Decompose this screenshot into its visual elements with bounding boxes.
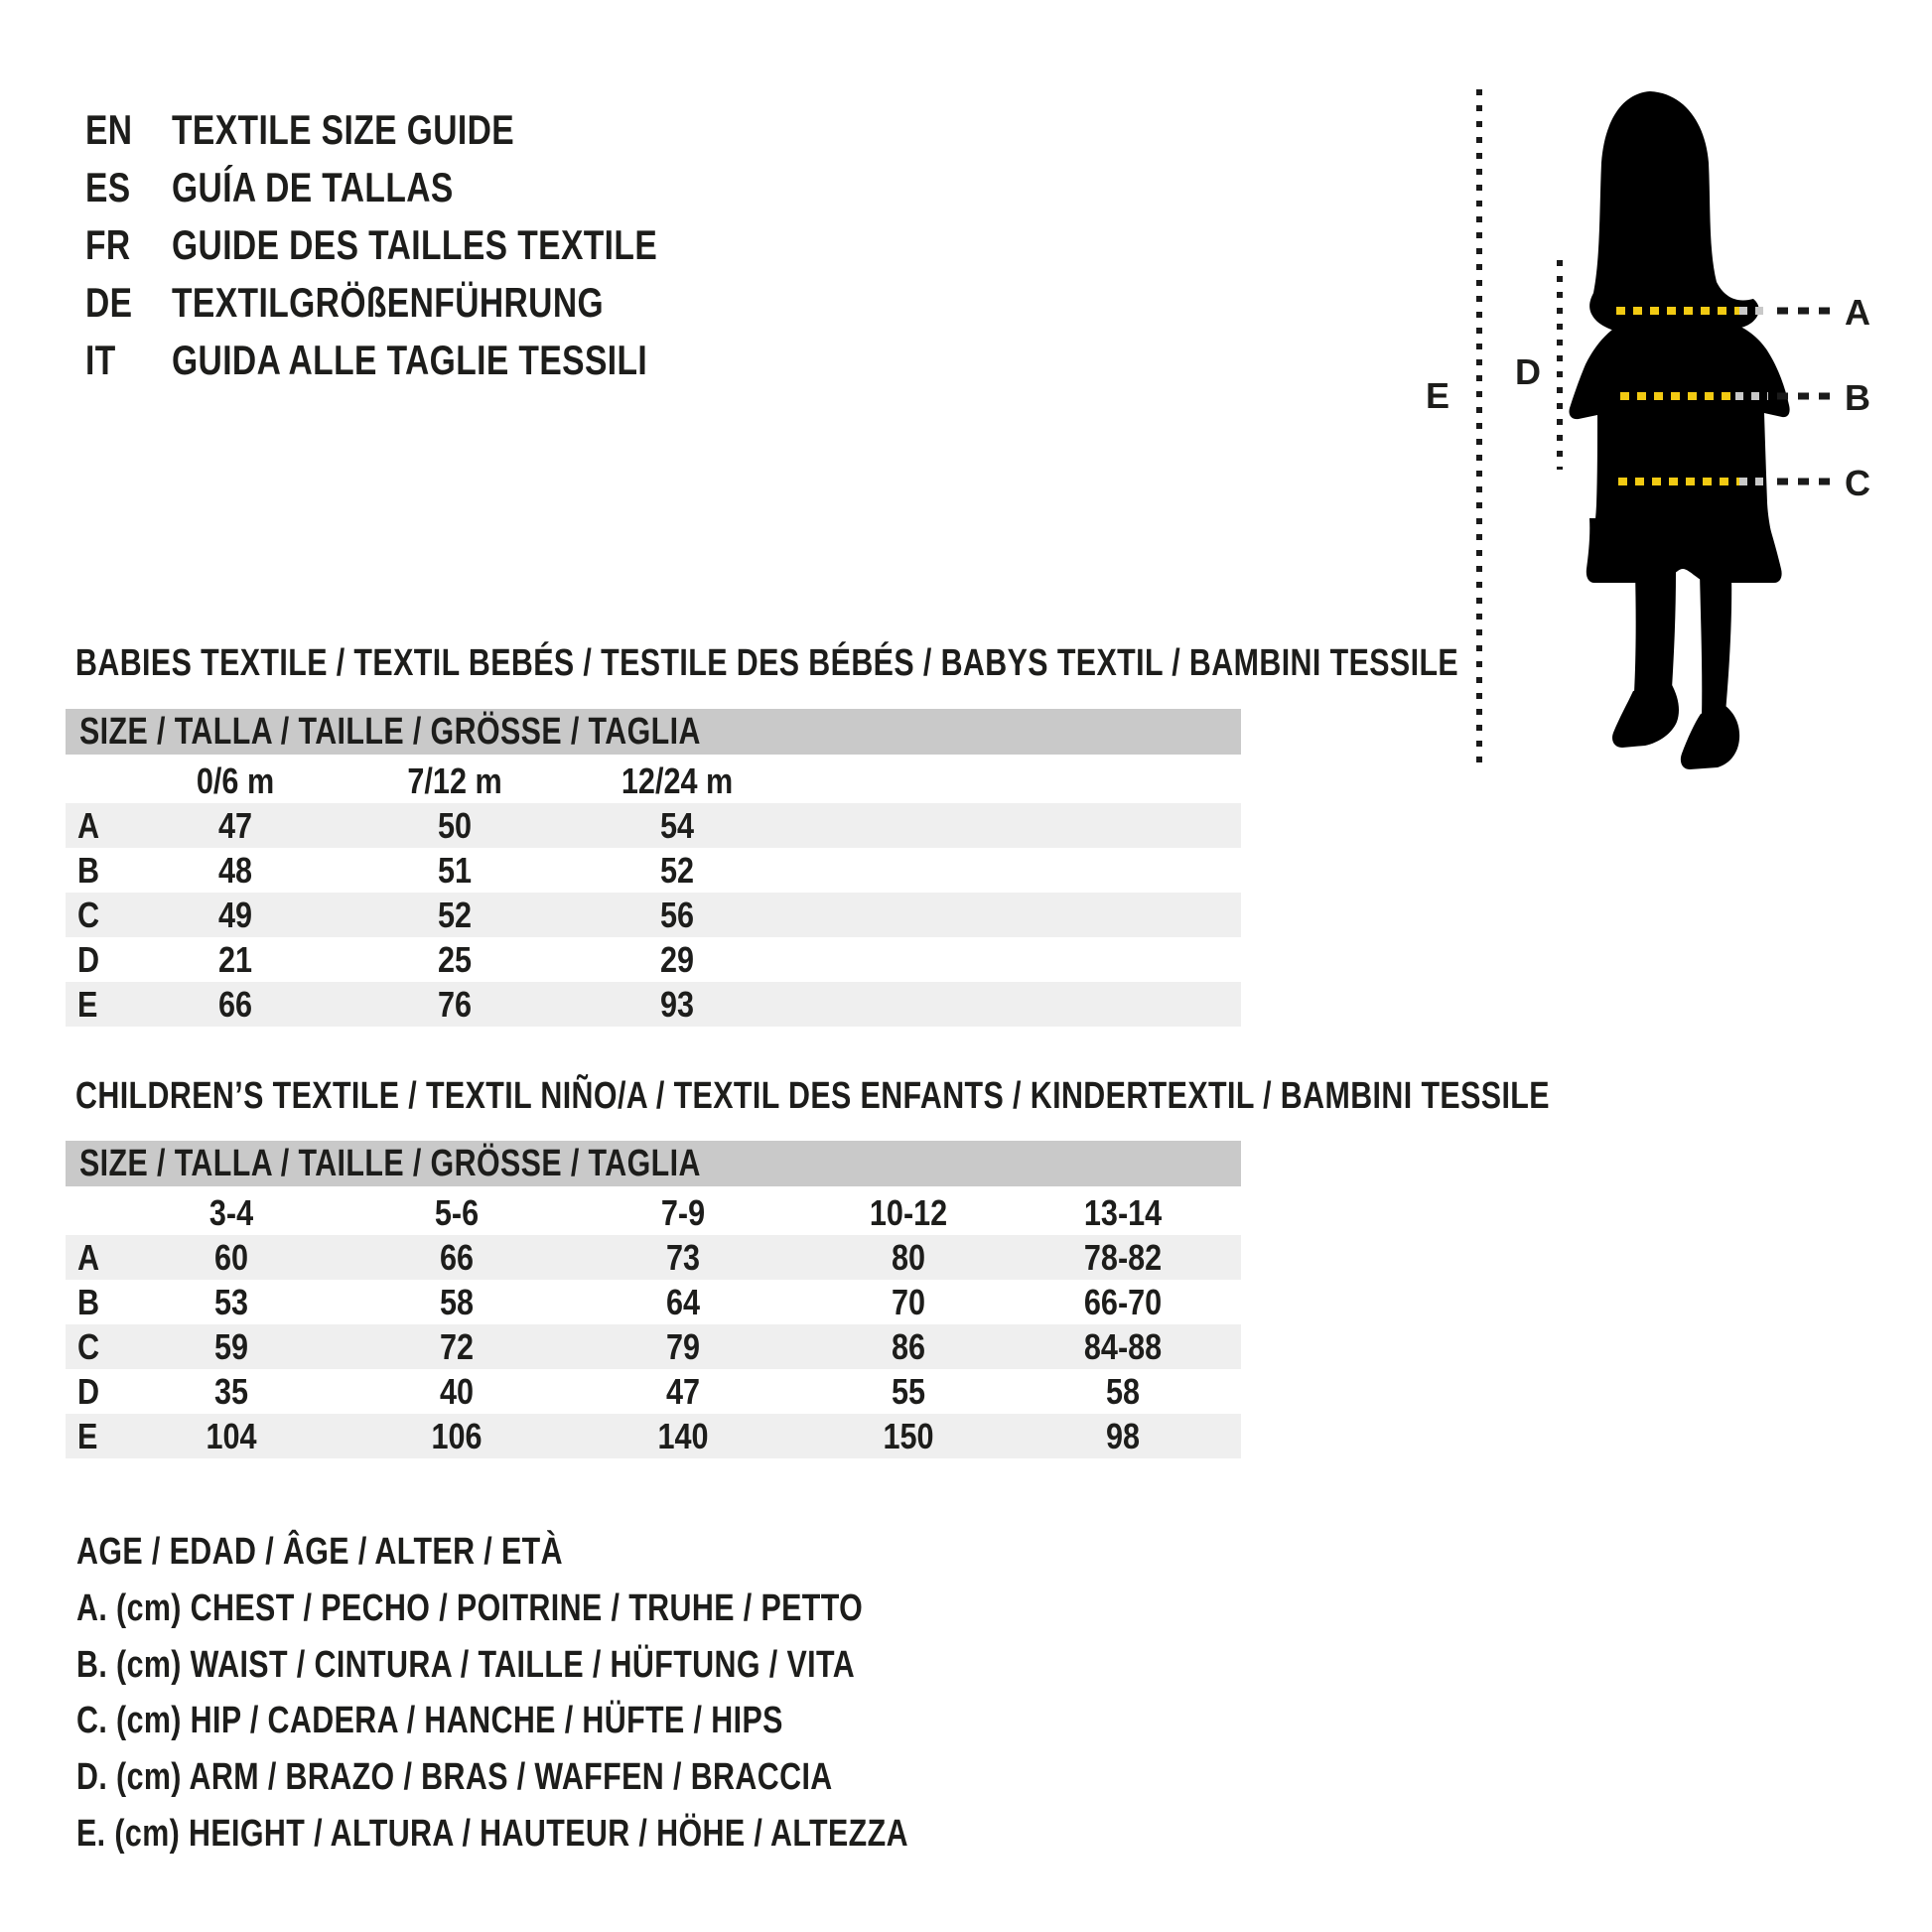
- babies-size-header-text: SIZE / TALLA / TAILLE / GRÖSSE / TAGLIA: [79, 711, 701, 753]
- size-value: 66: [217, 984, 253, 1025]
- size-value: 64: [665, 1282, 701, 1322]
- size-value: 60: [213, 1237, 249, 1278]
- legend-line: D. (cm) ARM / BRAZO / BRAS / WAFFEN / BRACCIA: [76, 1756, 833, 1798]
- legend-line: AGE / EDAD / ÂGE / ALTER / ETÀ: [76, 1531, 563, 1573]
- size-value: 73: [665, 1237, 701, 1278]
- table-row: [66, 1190, 1241, 1235]
- size-value: 47: [665, 1371, 701, 1412]
- figure-label-d: D: [1515, 351, 1541, 392]
- row-letter: E: [77, 1416, 98, 1456]
- legend-line: A. (cm) CHEST / PECHO / POITRINE / TRUHE / PETTO: [76, 1587, 864, 1629]
- language-title: GUÍA DE TALLAS: [172, 164, 454, 210]
- size-value: 56: [659, 895, 695, 935]
- row-letter: C: [77, 895, 100, 935]
- table-row: [66, 1280, 1241, 1324]
- size-value: 29: [659, 939, 695, 980]
- size-value: 53: [213, 1282, 249, 1322]
- legend-line: B. (cm) WAIST / CINTURA / TAILLE / HÜFTUNG / VITA: [76, 1644, 856, 1686]
- legend-line: C. (cm) HIP / CADERA / HANCHE / HÜFTE / HIPS: [76, 1700, 783, 1741]
- size-value: 40: [439, 1371, 475, 1412]
- table-row: [66, 759, 1241, 803]
- children-size-header-bar: [66, 1141, 1241, 1186]
- silhouette-left-shoe: [1612, 683, 1679, 748]
- size-value: 70: [891, 1282, 926, 1322]
- babies-heading-text: BABIES TEXTILE / TEXTIL BEBÉS / TESTILE DES BÉBÉS / BABYS TEXTIL / BAMBINI TESSILE: [75, 642, 1459, 684]
- children-size-header-text: SIZE / TALLA / TAILLE / GRÖSSE / TAGLIA: [79, 1143, 701, 1184]
- column-header: 10-12: [869, 1192, 948, 1233]
- column-header: 0/6 m: [196, 760, 275, 801]
- language-code: DE: [85, 279, 133, 326]
- language-code: ES: [85, 164, 131, 210]
- table-row: [66, 937, 1241, 982]
- size-value: 140: [657, 1416, 709, 1456]
- size-value: 48: [217, 850, 253, 891]
- size-value: 80: [891, 1237, 926, 1278]
- babies-size-header-bar: [66, 709, 1241, 755]
- size-value: 58: [439, 1282, 475, 1322]
- column-header: 13-14: [1083, 1192, 1163, 1233]
- size-value: 59: [213, 1326, 249, 1367]
- size-value: 21: [217, 939, 253, 980]
- silhouette-head: [1589, 91, 1759, 337]
- children-size-table: [66, 1190, 1241, 1458]
- size-value: 84-88: [1083, 1326, 1163, 1367]
- size-value: 78-82: [1083, 1237, 1163, 1278]
- size-value: 98: [1105, 1416, 1141, 1456]
- size-value: 49: [217, 895, 253, 935]
- size-value: 150: [883, 1416, 934, 1456]
- column-header: 12/24 m: [621, 760, 734, 801]
- column-header: 3-4: [208, 1192, 254, 1233]
- babies-section-heading: [75, 640, 1804, 686]
- size-value: 66-70: [1083, 1282, 1163, 1322]
- size-value: 76: [437, 984, 473, 1025]
- size-value: 106: [431, 1416, 483, 1456]
- size-value: 50: [437, 805, 473, 846]
- table-row: [66, 1235, 1241, 1280]
- children-heading-text: CHILDREN’S TEXTILE / TEXTIL NIÑO/A / TEXTIL DES ENFANTS / KINDERTEXTIL / BAMBINI TESSILE: [75, 1075, 1550, 1117]
- size-value: 55: [891, 1371, 926, 1412]
- size-value: 66: [439, 1237, 475, 1278]
- size-value: 51: [437, 850, 473, 891]
- size-value: 47: [217, 805, 253, 846]
- language-code: EN: [85, 106, 133, 153]
- size-value: 79: [665, 1326, 701, 1367]
- size-value: 93: [659, 984, 695, 1025]
- column-header: 7-9: [660, 1192, 706, 1233]
- table-row: [66, 803, 1241, 848]
- row-letter: A: [77, 1237, 100, 1278]
- size-value: 52: [437, 895, 473, 935]
- table-row: [66, 893, 1241, 937]
- legend-line: E. (cm) HEIGHT / ALTURA / HAUTEUR / HÖHE / ALTEZZA: [76, 1813, 908, 1855]
- silhouette-right-shoe: [1681, 706, 1739, 769]
- table-row: [66, 848, 1241, 893]
- row-letter: D: [77, 939, 100, 980]
- language-title: GUIDE DES TAILLES TEXTILE: [172, 221, 658, 268]
- figure-label-c: C: [1845, 463, 1870, 503]
- row-letter: C: [77, 1326, 100, 1367]
- figure-label-b: B: [1845, 377, 1870, 418]
- row-letter: A: [77, 805, 100, 846]
- table-row: [66, 1414, 1241, 1458]
- figure-label-a: A: [1845, 292, 1870, 333]
- size-value: 104: [206, 1416, 257, 1456]
- figure-label-e: E: [1426, 375, 1450, 416]
- language-title: TEXTILE SIZE GUIDE: [172, 106, 515, 153]
- language-title: GUIDA ALLE TAGLIE TESSILI: [172, 337, 648, 383]
- silhouette-shorts: [1587, 518, 1782, 583]
- language-code: FR: [85, 221, 131, 268]
- row-letter: B: [77, 1282, 100, 1322]
- size-value: 52: [659, 850, 695, 891]
- size-value: 58: [1105, 1371, 1141, 1412]
- size-value: 54: [659, 805, 695, 846]
- language-code: IT: [85, 337, 116, 383]
- language-title: TEXTILGRÖßENFÜHRUNG: [172, 279, 605, 326]
- column-header: 7/12 m: [407, 760, 502, 801]
- row-letter: D: [77, 1371, 100, 1412]
- column-header: 5-6: [434, 1192, 480, 1233]
- row-letter: E: [77, 984, 98, 1025]
- table-row: [66, 982, 1241, 1027]
- row-letter: B: [77, 850, 100, 891]
- children-section-heading: [75, 1073, 1918, 1119]
- size-value: 72: [439, 1326, 475, 1367]
- size-value: 35: [213, 1371, 249, 1412]
- table-row: [66, 1324, 1241, 1369]
- size-value: 25: [437, 939, 473, 980]
- babies-size-table: [66, 759, 1241, 1027]
- size-value: 86: [891, 1326, 926, 1367]
- table-row: [66, 1369, 1241, 1414]
